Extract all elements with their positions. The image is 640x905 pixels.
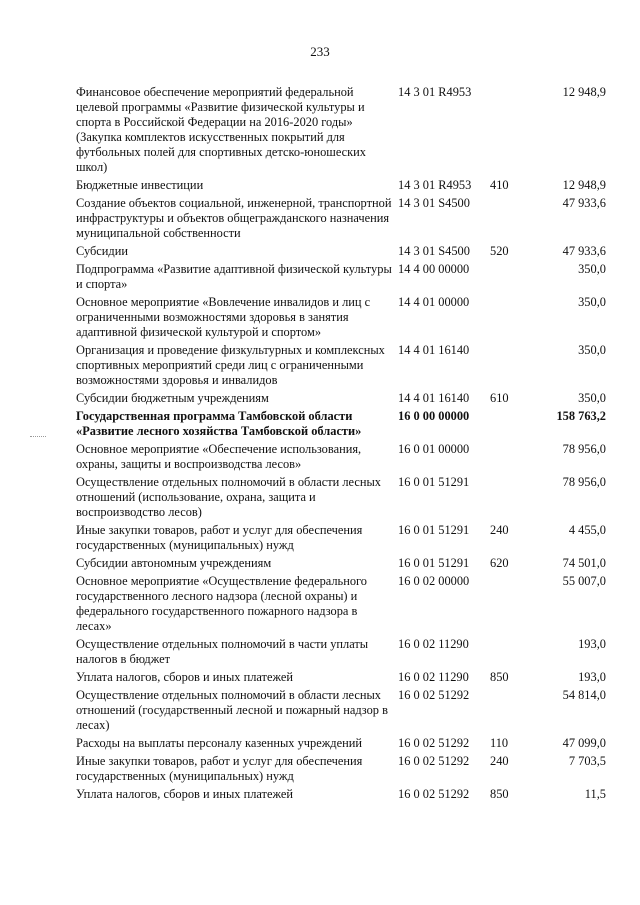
row-name: Финансовое обеспечение мероприятий федеральной целевой программы «Развитие физической культуры и спорта в Российской Федерации на 2016-2020 годы» (Закупка комплектов искусственных покрытий для футбольных полей для спортивных детско-юношеских школ) — [76, 85, 366, 174]
margin-mark — [30, 436, 46, 438]
row-name: Субсидии — [76, 244, 128, 258]
row-sum: 12 948,9 — [562, 85, 606, 99]
row-name: Основное мероприятие «Обеспечение использования, охраны, защиты и воспроизводства лесов» — [76, 442, 362, 471]
row-name: Осуществление отдельных полномочий в области лесных отношений (государственный лесной и пожарный надзор в лесах) — [76, 688, 388, 732]
row-name: Создание объектов социальной, инженерной, транспортной инфраструктуры и объектов общегражданского назначения муниципальной собственности — [76, 196, 392, 240]
table-row — [76, 787, 606, 802]
row-name: Субсидии бюджетным учреждениям — [76, 391, 269, 405]
row-sum: 350,0 — [578, 295, 606, 309]
table-row — [76, 556, 606, 571]
row-code: 14 4 01 16140 — [398, 391, 470, 405]
row-sum: 4 455,0 — [568, 523, 606, 537]
row-name: Расходы на выплаты персоналу казенных учреждений — [76, 736, 362, 750]
row-name: Уплата налогов, сборов и иных платежей — [76, 787, 294, 801]
table-row — [76, 754, 606, 784]
row-expense-type: 850 — [490, 787, 509, 801]
row-name: Иные закупки товаров, работ и услуг для обеспечения государственных (муниципальных) нужд — [76, 754, 363, 783]
row-sum: 54 814,0 — [562, 688, 606, 702]
row-code: 16 0 02 51292 — [398, 736, 470, 750]
row-sum: 350,0 — [578, 343, 606, 357]
row-sum: 47 933,6 — [562, 244, 606, 258]
row-sum: 47 933,6 — [562, 196, 606, 210]
row-sum: 158 763,2 — [556, 409, 606, 423]
table-row — [76, 343, 606, 388]
row-code: 14 4 01 00000 — [398, 295, 470, 309]
table-row — [76, 670, 606, 685]
table-row — [76, 262, 606, 292]
row-code: 16 0 01 00000 — [398, 442, 470, 456]
row-code: 16 0 01 51291 — [398, 475, 470, 489]
row-name: Осуществление отдельных полномочий в части уплаты налогов в бюджет — [76, 637, 369, 666]
row-name: Основное мероприятие «Вовлечение инвалидов и лиц с ограниченными возможностями здоровья в занятия адаптивной физической культурой и спортом» — [76, 295, 371, 339]
row-sum: 55 007,0 — [562, 574, 606, 588]
row-expense-type: 610 — [490, 391, 509, 405]
table-row — [76, 475, 606, 520]
row-expense-type: 240 — [490, 754, 509, 768]
row-sum: 7 703,5 — [568, 754, 606, 768]
row-code: 14 4 01 16140 — [398, 343, 470, 357]
row-code: 16 0 02 11290 — [398, 670, 469, 684]
table-row — [76, 409, 606, 439]
page-number: 233 — [310, 44, 330, 59]
table-row — [76, 295, 606, 340]
row-code: 14 3 01 R4953 — [398, 85, 472, 99]
row-code: 14 3 01 S4500 — [398, 244, 470, 258]
row-code: 16 0 01 51291 — [398, 523, 470, 537]
row-name: Подпрограмма «Развитие адаптивной физической культуры и спорта» — [76, 262, 392, 291]
table-row — [76, 688, 606, 733]
row-sum: 350,0 — [578, 391, 606, 405]
row-name: Бюджетные инвестиции — [76, 178, 204, 192]
row-name: Организация и проведение физкультурных и комплексных спортивных мероприятий среди лиц с ограниченными возможностями здоровья и инвалидов — [76, 343, 385, 387]
row-code: 16 0 00 00000 — [398, 409, 470, 423]
budget-table — [76, 85, 606, 805]
row-expense-type: 620 — [490, 556, 509, 570]
table-row — [76, 736, 606, 751]
row-code: 16 0 02 51292 — [398, 787, 470, 801]
row-code: 16 0 02 51292 — [398, 688, 470, 702]
row-sum: 193,0 — [578, 670, 606, 684]
row-sum: 12 948,9 — [562, 178, 606, 192]
row-code: 16 0 02 51292 — [398, 754, 470, 768]
row-name: Основное мероприятие «Осуществление федерального государственного лесного надзора (лесной охраны) и федерального государственного пожарного надзора в лесах» — [76, 574, 367, 633]
row-name: Уплата налогов, сборов и иных платежей — [76, 670, 294, 684]
row-name: Государственная программа Тамбовской области «Развитие лесного хозяйства Тамбовской области» — [76, 409, 362, 438]
table-row — [76, 574, 606, 634]
row-code: 14 3 01 R4953 — [398, 178, 472, 192]
row-code: 14 4 00 00000 — [398, 262, 470, 276]
table-row — [76, 244, 606, 259]
row-expense-type: 850 — [490, 670, 509, 684]
table-row — [76, 196, 606, 241]
table-row — [76, 637, 606, 667]
row-sum: 350,0 — [578, 262, 606, 276]
row-sum: 74 501,0 — [562, 556, 606, 570]
row-sum: 193,0 — [578, 637, 606, 651]
table-row — [76, 523, 606, 553]
row-expense-type: 520 — [490, 244, 509, 258]
row-expense-type: 110 — [490, 736, 509, 750]
table-row — [76, 391, 606, 406]
row-sum: 11,5 — [584, 787, 606, 801]
row-sum: 47 099,0 — [562, 736, 606, 750]
row-name: Иные закупки товаров, работ и услуг для обеспечения государственных (муниципальных) нужд — [76, 523, 363, 552]
row-code: 16 0 01 51291 — [398, 556, 470, 570]
row-expense-type: 410 — [490, 178, 509, 192]
table-row — [76, 442, 606, 472]
row-name: Осуществление отдельных полномочий в области лесных отношений (использование, охрана, защита и воспроизводство лесов) — [76, 475, 381, 519]
row-sum: 78 956,0 — [562, 475, 606, 489]
row-expense-type: 240 — [490, 523, 509, 537]
table-row — [76, 85, 606, 175]
row-name: Субсидии автономным учреждениям — [76, 556, 272, 570]
row-sum: 78 956,0 — [562, 442, 606, 456]
table-row — [76, 178, 606, 193]
row-code: 16 0 02 00000 — [398, 574, 470, 588]
row-code: 14 3 01 S4500 — [398, 196, 470, 210]
row-code: 16 0 02 11290 — [398, 637, 469, 651]
